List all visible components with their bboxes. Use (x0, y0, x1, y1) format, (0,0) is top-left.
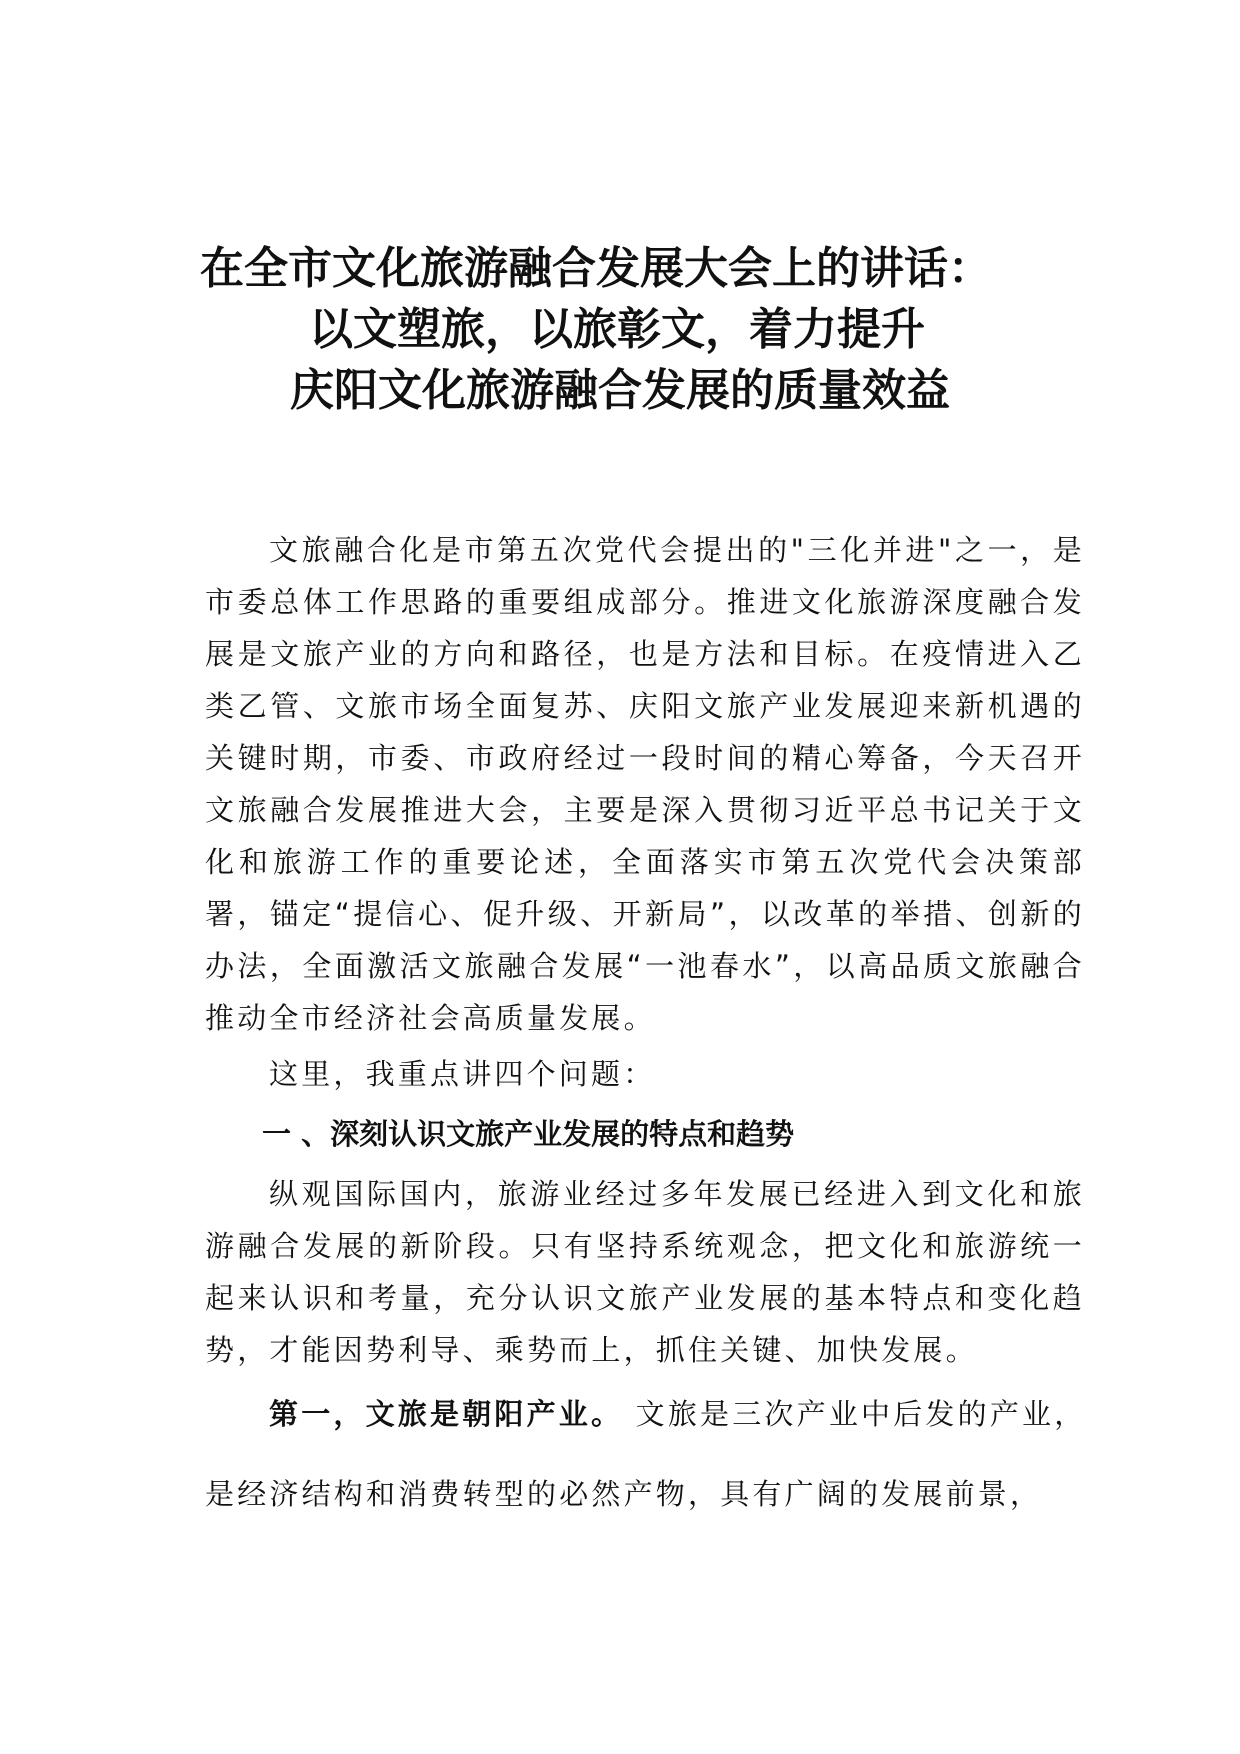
title-line-2: 以文塑旅，以旅彰文，着力提升 (309, 304, 925, 355)
document-title (0, 238, 1240, 421)
point-one-rest: 文旅是三次产业中后发的产业， (623, 1397, 1087, 1431)
point-one-line (269, 1388, 1086, 1440)
section-one-heading: 一 、深刻认识文旅产业发展的特点和趋势 (262, 1117, 795, 1151)
section-one-paragraph: 纵观国际国内，旅游业经过多年发展已经进入到文化和旅游融合发展的新阶段。只有坚持系统观念，把文化和旅游统一起来认识和考量，充分认识文旅产业发展的基本特点和变化趋势，才能因势利导、乘势而上，抓住关键、加快发展。 (205, 1177, 1085, 1367)
title-line-3: 庆阳文化旅游融合发展的质量效益 (290, 365, 950, 416)
point-one-lead: 第一，文旅是朝阳产业。 (269, 1397, 624, 1431)
title-line-1: 在全市文化旅游融合发展大会上的讲话： (200, 243, 992, 294)
four-issues-line: 这里，我重点讲四个问题： (269, 1057, 656, 1091)
intro-paragraph: 文旅融合化是市第五次党代会提出的"三化并进"之一，是市委总体工作思路的重要组成部分。推进文化旅游深度融合发展是文旅产业的方向和路径，也是方法和目标。在疫情进入乙类乙管、文旅市场全面复苏、庆阳文旅产业发展迎来新机遇的关键时期，市委、市政府经过一段时间的精心筹备，今天召开文旅融合发展推进大会，主要是深入贯彻习近平总书记关于文化和旅游工作的重要论述，全面落实市第五次党代会决策部署，锚定“提信心、促升级、开新局”，以改革的举措、创新的办法，全面激活文旅融合发展“一池春水”，以高品质文旅融合推动全市经济社会高质量发展。 (205, 533, 1085, 1035)
last-line: 是经济结构和消费转型的必然产物，具有广阔的发展前景， (205, 1477, 1043, 1511)
